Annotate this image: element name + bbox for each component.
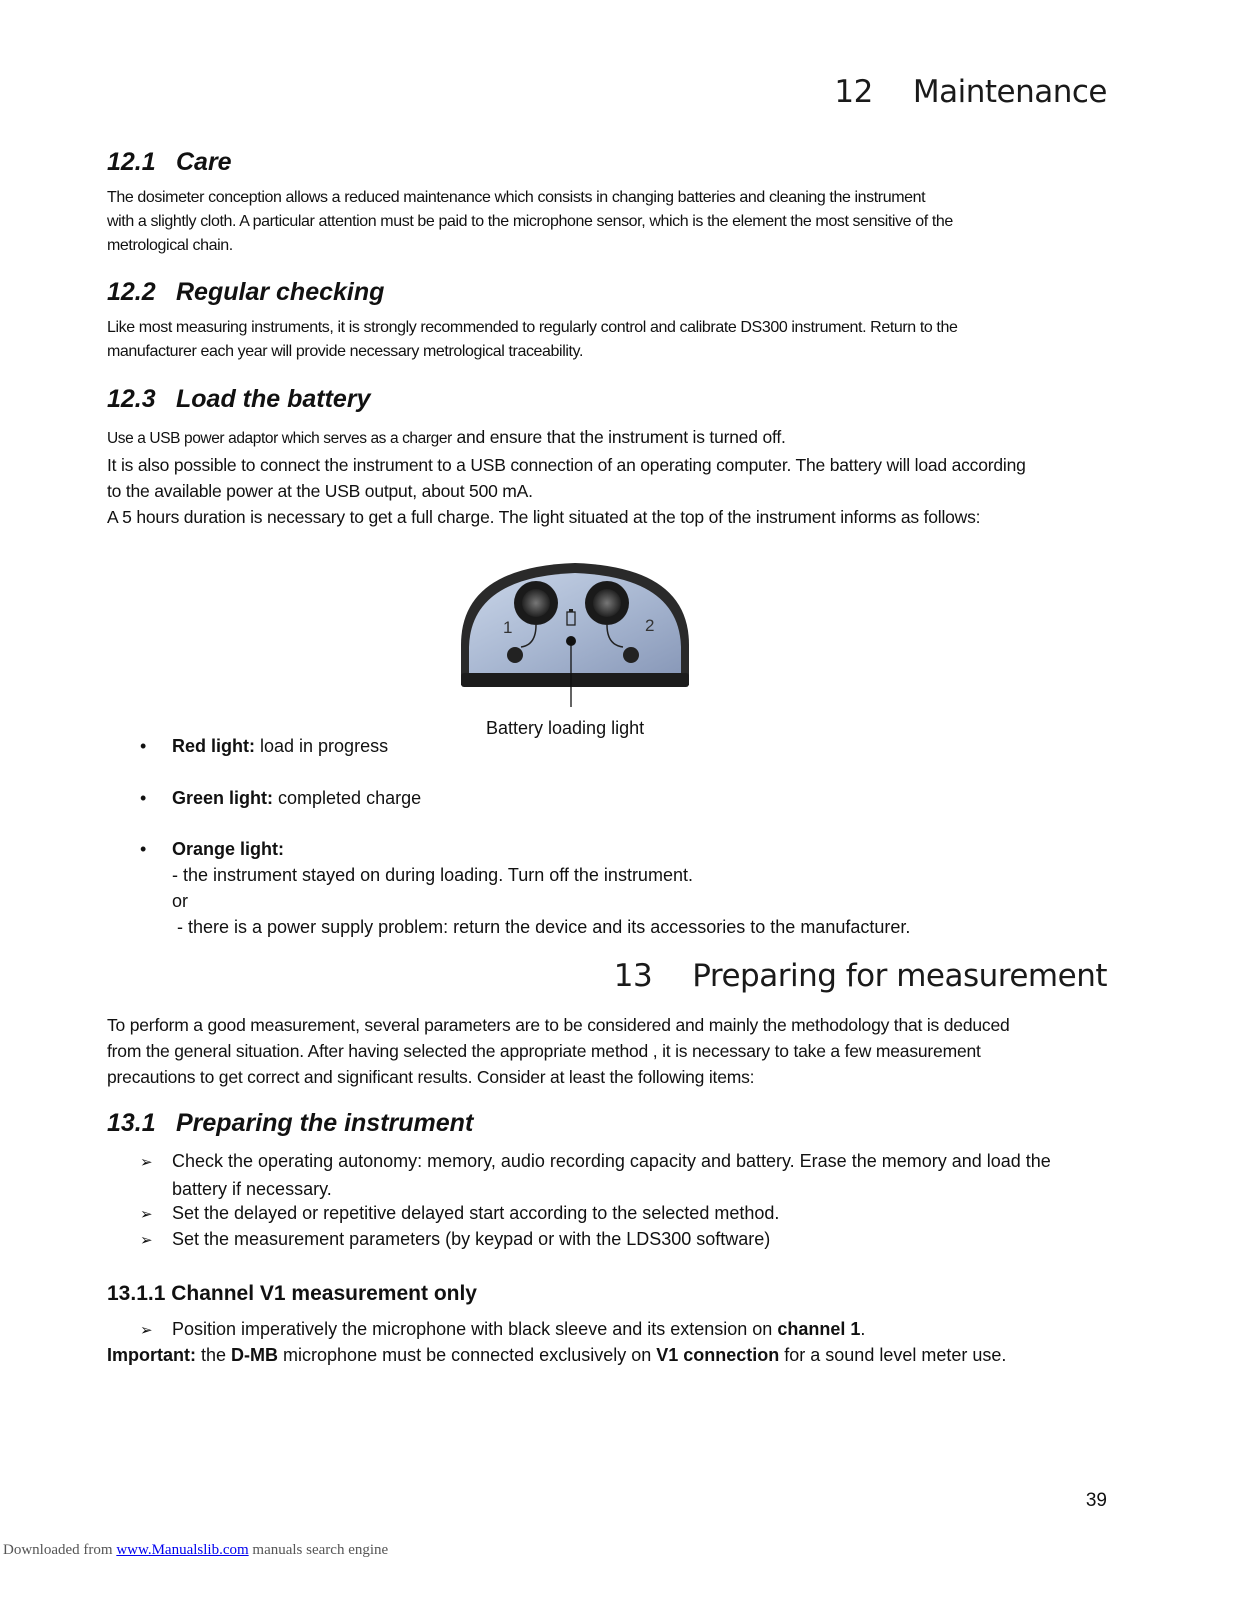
note-bold: D-MB <box>231 1345 279 1365</box>
chapter-13-intro <box>107 1012 1122 1090</box>
orange-detail-line: - there is a power supply problem: return the device and its accessories to the manufacturer. <box>172 917 911 937</box>
text-line: with a slightly cloth. A particular attention must be paid to the microphone sensor, which is the element the most sensitive of the <box>107 213 953 230</box>
load-battery-paragraph <box>107 424 1122 530</box>
section-title: Regular checking <box>176 278 385 306</box>
list-item <box>140 785 421 811</box>
text-line: from the general situation. After having selected the appropriate method , it is necessary to take a few measurement <box>107 1041 981 1061</box>
chapter-12-heading <box>834 74 1107 110</box>
section-12-3-heading <box>107 385 370 414</box>
bullet-label: Red light: <box>172 736 255 756</box>
text-line: to the available power at the USB output, about 500 mA. <box>107 481 533 501</box>
list-item <box>140 1316 865 1344</box>
bullet-icon: • <box>140 736 147 756</box>
text-line: To perform a good measurement, several parameters are to be considered and mainly the methodology that is deduced <box>107 1015 1010 1035</box>
chapter-number: 12 <box>834 74 873 110</box>
device-top-figure <box>455 555 695 715</box>
text-line: metrological chain. <box>107 237 233 254</box>
item-text-continued: battery if necessary. <box>172 1179 332 1199</box>
note-text: the <box>196 1345 232 1365</box>
channel-1-label: 1 <box>503 618 513 637</box>
connector-2-pins <box>593 589 621 617</box>
text-line: manufacturer each year will provide necessary metrological traceability. <box>107 343 584 360</box>
section-title: Care <box>176 148 232 176</box>
chapter-number: 13 <box>613 958 653 994</box>
section-13-1-heading <box>107 1109 473 1138</box>
text-fragment: Use a USB power adaptor which serves as a charger <box>107 430 452 447</box>
item-text: Check the operating autonomy: memory, audio recording capacity and battery. Erase the memory and load the <box>172 1151 1051 1171</box>
manualslib-link[interactable]: www.Manualslib.com <box>116 1542 249 1558</box>
item-text: Set the delayed or repetitive delayed start according to the selected method. <box>172 1203 780 1223</box>
section-12-2-heading <box>107 278 384 307</box>
text-line: It is also possible to connect the instrument to a USB connection of an operating computer. The battery will load according <box>107 455 1026 475</box>
orange-detail-line: - the instrument stayed on during loading. Turn off the instrument. <box>172 865 693 885</box>
bullet-text: load in progress <box>255 736 389 756</box>
item-bold: channel 1 <box>777 1319 861 1339</box>
section-number: 13.1 <box>107 1109 156 1137</box>
note-bold: V1 connection <box>656 1345 780 1365</box>
bullet-label: Orange light: <box>172 839 284 859</box>
led-1-icon <box>507 647 523 663</box>
led-2-icon <box>623 647 639 663</box>
item-text: Position imperatively the microphone with black sleeve and its extension on <box>172 1319 778 1339</box>
orange-detail-line: or <box>172 891 189 911</box>
bullet-text: completed charge <box>273 788 422 808</box>
chapter-title: Maintenance <box>912 74 1107 110</box>
list-item <box>140 1200 779 1228</box>
connector-1-pins <box>522 589 550 617</box>
item-text: . <box>860 1319 866 1339</box>
text-line: The dosimeter conception allows a reduced maintenance which consists in changing batteries and cleaning the instrument <box>107 189 926 206</box>
channel-2-label: 2 <box>645 616 655 635</box>
footer-prefix: Downloaded from <box>3 1542 117 1558</box>
bullet-label: Green light: <box>172 788 274 808</box>
bullet-icon: • <box>140 788 147 808</box>
note-text: for a sound level meter use. <box>779 1345 1007 1365</box>
text-line: Like most measuring instruments, it is strongly recommended to regularly control and calibrate DS300 instrument. Return to the <box>107 319 958 336</box>
section-13-1-1-heading: 13.1.1 Channel V1 measurement only <box>107 1282 477 1305</box>
page-number: 39 <box>1085 1490 1107 1511</box>
download-footer <box>3 1542 388 1559</box>
text-line: precautions to get correct and significant results. Consider at least the following items: <box>107 1067 755 1087</box>
section-number: 12.3 <box>107 385 156 413</box>
item-text: Set the measurement parameters (by keypad or with the LDS300 software) <box>172 1229 771 1249</box>
bullet-icon: • <box>140 839 147 859</box>
section-title: Load the battery <box>176 385 371 413</box>
arrow-bullet-icon: ➢ <box>140 1232 153 1249</box>
section-number: 12.2 <box>107 278 156 306</box>
text-line <box>107 424 1122 452</box>
list-item <box>140 836 910 940</box>
device-rim <box>461 673 689 687</box>
arrow-bullet-icon: ➢ <box>140 1206 153 1223</box>
section-number: 12.1 <box>107 148 156 176</box>
arrow-bullet-icon: ➢ <box>140 1322 153 1339</box>
section-title: Preparing the instrument <box>176 1109 474 1137</box>
chapter-title: Preparing for measurement <box>692 958 1107 994</box>
footer-suffix: manuals search engine <box>248 1542 389 1558</box>
care-paragraph <box>107 186 1122 258</box>
arrow-bullet-icon: ➢ <box>140 1154 153 1171</box>
list-item <box>140 733 388 759</box>
regular-checking-paragraph <box>107 316 1122 364</box>
figure-caption: Battery loading light <box>486 718 645 738</box>
note-text: microphone must be connected exclusively on <box>278 1345 657 1365</box>
important-label: Important: <box>107 1345 196 1365</box>
text-line: A 5 hours duration is necessary to get a full charge. The light situated at the top of the instrument informs as follows: <box>107 507 981 527</box>
list-item <box>140 1148 1051 1202</box>
important-note <box>107 1342 1006 1368</box>
chapter-13-heading <box>614 958 1107 994</box>
section-12-1-heading <box>107 148 232 177</box>
text-fragment: and ensure that the instrument is turned off. <box>451 427 786 447</box>
battery-symbol-tip <box>569 609 573 612</box>
list-item <box>140 1226 770 1254</box>
